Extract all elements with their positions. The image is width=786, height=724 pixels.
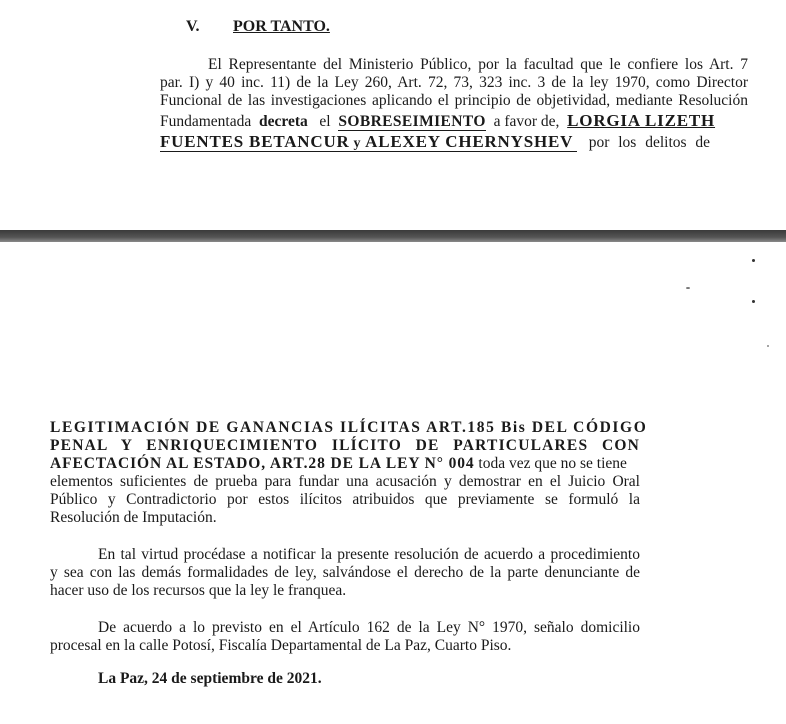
para3-line3: hacer uso de los recursos que la ley le franquea. [50,582,347,599]
document-page-top [0,0,786,230]
text-por-los-delitos: por los delitos de [588,134,711,151]
name-lorgia: LORGIA LIZETH [567,111,716,130]
afectacion-text: AFECTACIÓN AL ESTADO, ART.28 DE LA LEY N° 004 [50,455,475,472]
page-separator [0,230,786,242]
para4-line2: procesal en la calle Potosí, Fiscalía Departamental de La Paz, Cuarto Piso. [50,637,512,654]
para1-line5 [160,133,710,153]
para2-line3 [50,455,627,473]
text-a-favor: a favor de, [493,113,560,130]
name-alexey: ALEXEY CHERNYSHEV [365,132,574,151]
section-number: V. [186,18,200,35]
text-fundamentada: Fundamentada [160,113,252,130]
para3-line1: En tal virtud procédase a notificar la presente resolución de acuerdo a procedimiento [98,546,640,563]
para4-line1: De acuerdo a lo previsto en el Artículo 162 de la Ley N° 1970, señalo domicilio [98,619,640,636]
section-title: POR TANTO. [233,18,330,35]
name-fuentes: FUENTES BETANCUR [160,132,350,151]
toda-vez-text: toda vez que no se tiene [478,455,627,472]
conjunction-y: y [353,136,362,151]
para2-line4: elementos suficientes de prueba para fundar una acusación y demostrar en el Juicio Oral [50,473,640,490]
para2-line5: Público y Contradictorio por estos ilícitos atribuidos que previamente se formuló la [50,491,640,508]
scan-speck [767,345,769,347]
para2-line2: PENAL Y ENRIQUECIMIENTO ILÍCITO DE PARTICULARES CON [50,437,640,454]
scan-speck [752,300,755,303]
scan-speck [686,287,690,289]
para1-line3: Funcional de las investigaciones aplicando el principio de objetividad, mediante Resolución [160,92,748,109]
text-el: el [319,113,331,130]
para1-line4 [160,112,715,131]
place-date: La Paz, 24 de septiembre de 2021. [98,670,322,687]
para2-line1: LEGITIMACIÓN DE GANANCIAS ILÍCITAS ART.185 Bis DEL CÓDIGO [50,419,648,436]
scan-speck [752,259,755,262]
para1-line1: El Representante del Ministerio Público, por la facultad que le confiere los Art. 7 [208,56,748,73]
text-decreta: decreta [259,113,308,130]
para3-line2: y sea con las demás formalidades de ley, salvándose el derecho de la parte denunciante de [50,564,640,581]
para2-line6: Resolución de Imputación. [50,509,217,526]
para1-line2: par. I) y 40 inc. 11) de la Ley 260, Art. 72, 73, 323 inc. 3 de la ley 1970, como Director [160,74,748,91]
sobreseimiento-label: SOBRESEIMIENTO [338,113,486,130]
